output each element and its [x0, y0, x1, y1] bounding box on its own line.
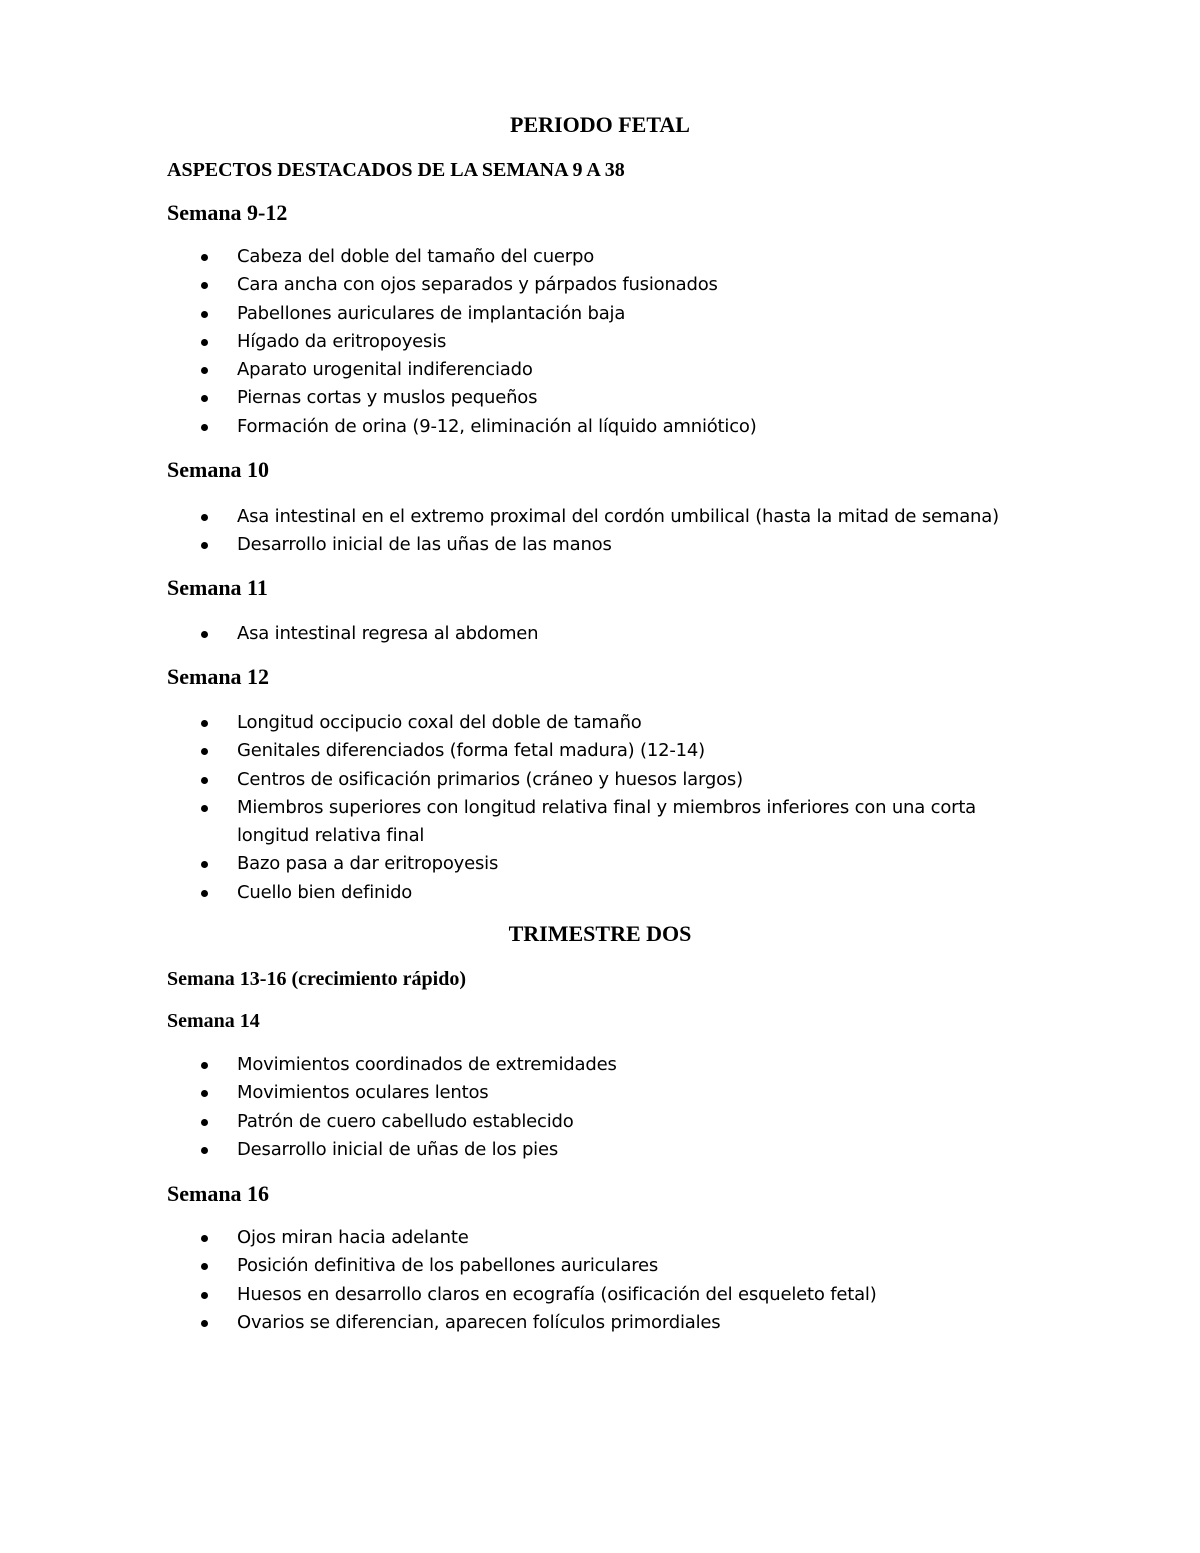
- section-list-semana-12: [0, 709, 1200, 907]
- list-item: Posición definitiva de los pabellones auriculares: [0, 1252, 1200, 1280]
- section-list-semana-14: [0, 1051, 1200, 1164]
- list-item: Cabeza del doble del tamaño del cuerpo: [0, 243, 1200, 271]
- list-item: Desarrollo inicial de las uñas de las manos: [0, 531, 1200, 559]
- list-item: Asa intestinal regresa al abdomen: [0, 620, 1200, 648]
- document-title: PERIODO FETAL: [510, 112, 690, 137]
- list-item: Patrón de cuero cabelludo establecido: [0, 1108, 1200, 1136]
- section-heading-semana-13-16: Semana 13-16 (crecimiento rápido): [167, 968, 467, 990]
- section-heading-semana-9-12: Semana 9-12: [167, 200, 288, 225]
- section-list-semana-9-12: [0, 243, 1200, 441]
- list-item: Cara ancha con ojos separados y párpados fusionados: [0, 271, 1200, 299]
- list-item: Asa intestinal en el extremo proximal del cordón umbilical (hasta la mitad de semana): [0, 503, 1200, 531]
- section-heading-semana-16: Semana 16: [167, 1181, 270, 1206]
- section-heading-semana-12: Semana 12: [167, 664, 270, 689]
- list-item: Huesos en desarrollo claros en ecografía (osificación del esqueleto fetal): [0, 1281, 1200, 1309]
- list-item: Genitales diferenciados (forma fetal madura) (12-14): [0, 737, 1200, 765]
- section-list-semana-11: [0, 620, 1200, 648]
- section-heading-semana-11: Semana 11: [167, 575, 268, 600]
- list-item: Hígado da eritropoyesis: [0, 328, 1200, 356]
- list-item: Cuello bien definido: [0, 879, 1200, 907]
- section-heading-semana-10: Semana 10: [167, 457, 270, 482]
- list-item: Ojos miran hacia adelante: [0, 1224, 1200, 1252]
- list-item: Pabellones auriculares de implantación baja: [0, 300, 1200, 328]
- list-item: Aparato urogenital indiferenciado: [0, 356, 1200, 384]
- trimester-title: TRIMESTRE DOS: [508, 921, 692, 946]
- list-item: Piernas cortas y muslos pequeños: [0, 384, 1200, 412]
- section-list-semana-16: [0, 1224, 1200, 1337]
- list-item: Ovarios se diferencian, aparecen folículos primordiales: [0, 1309, 1200, 1337]
- document-subtitle: ASPECTOS DESTACADOS DE LA SEMANA 9 A 38: [167, 159, 625, 181]
- section-heading-semana-14: Semana 14: [167, 1010, 260, 1032]
- list-item: Formación de orina (9-12, eliminación al líquido amniótico): [0, 413, 1200, 441]
- list-item: Centros de osificación primarios (cráneo y huesos largos): [0, 766, 1200, 794]
- list-item: Longitud occipucio coxal del doble de tamaño: [0, 709, 1200, 737]
- section-list-semana-10: [0, 503, 1200, 560]
- list-item: Miembros superiores con longitud relativa final y miembros inferiores con una corta longitud relativa final: [0, 794, 1200, 851]
- list-item: Desarrollo inicial de uñas de los pies: [0, 1136, 1200, 1164]
- list-item: Movimientos coordinados de extremidades: [0, 1051, 1200, 1079]
- list-item: Bazo pasa a dar eritropoyesis: [0, 850, 1200, 878]
- list-item: Movimientos oculares lentos: [0, 1079, 1200, 1107]
